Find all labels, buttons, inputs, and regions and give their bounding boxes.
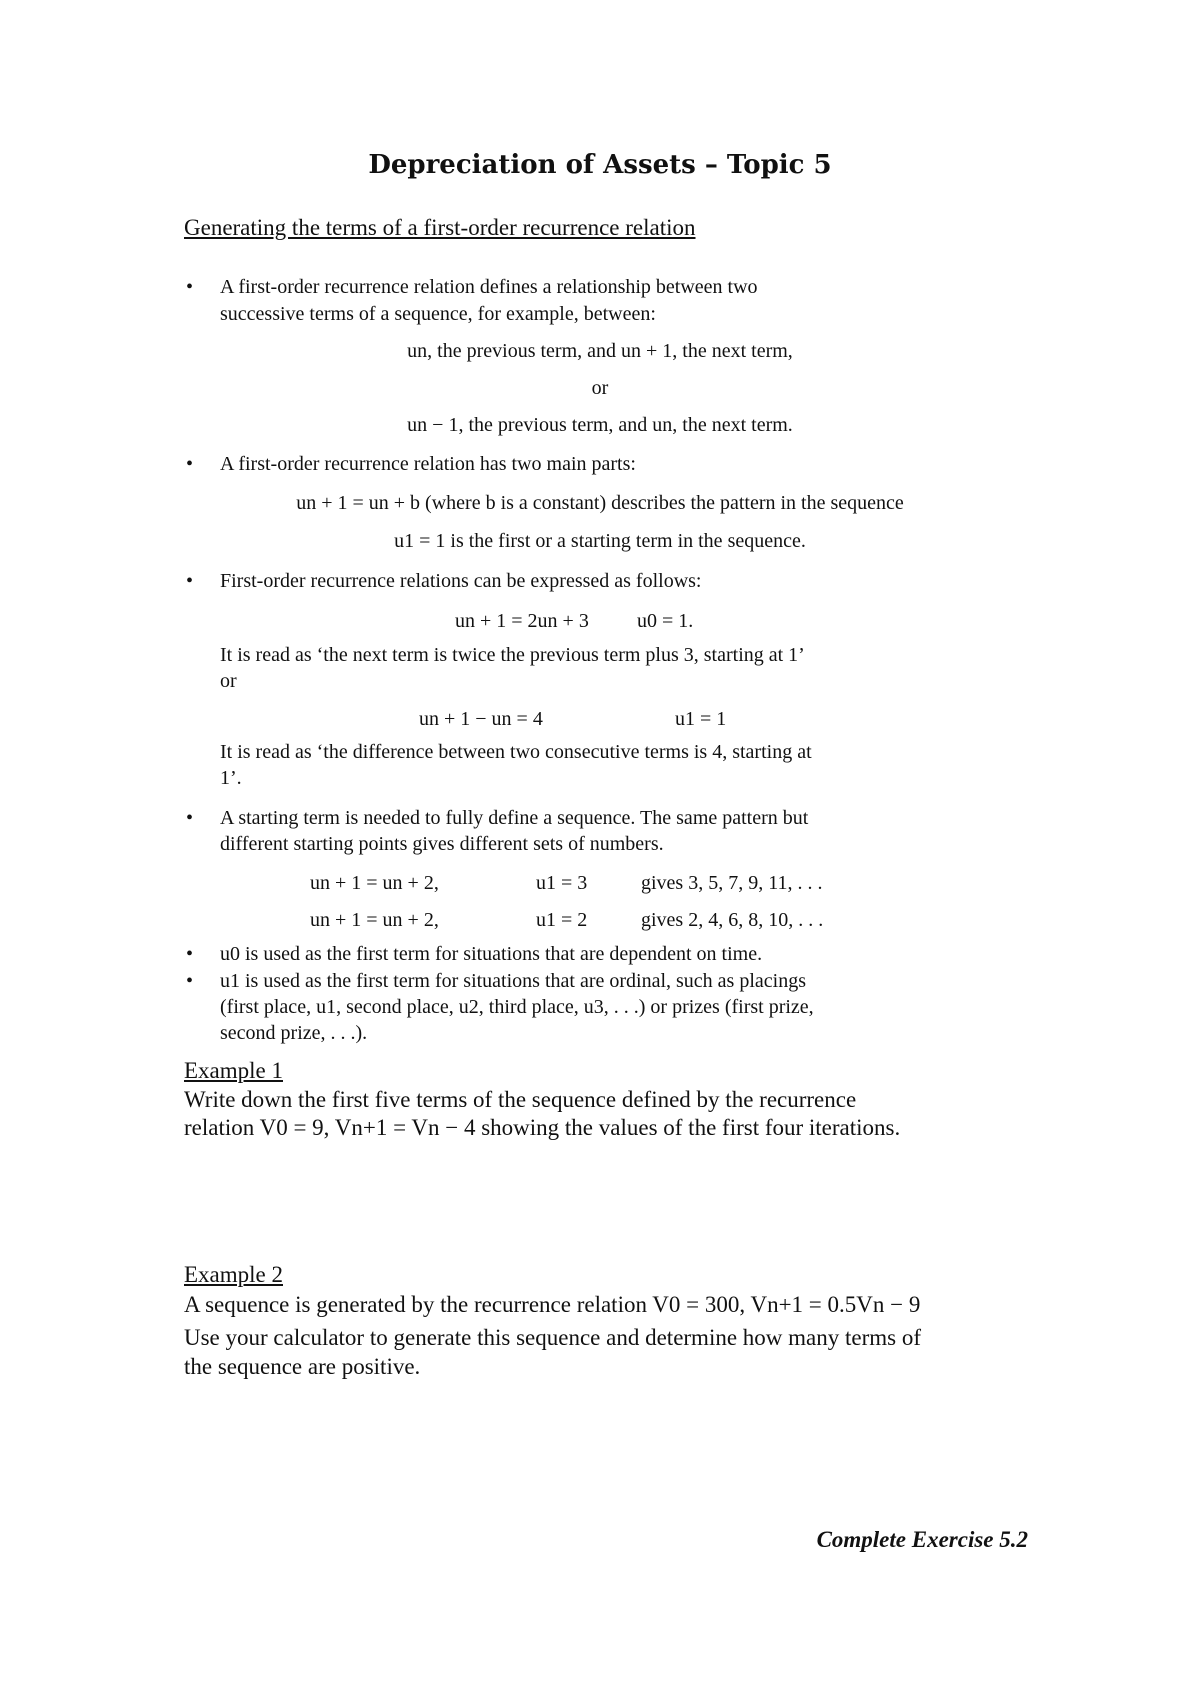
exercise-instruction: Complete Exercise 5.2 [816, 1527, 1028, 1552]
bullet-4-row-2-start: u1 = 2 [536, 909, 588, 931]
bullet-6-line-1: u1 is used as the first term for situations that are ordinal, such as placings [220, 970, 806, 992]
bullet-1-equation-1: un, the previous term, and un + 1, the next term, [407, 340, 793, 362]
bullet-3-equation-1b: u0 = 1. [637, 610, 694, 632]
bullet-2-equation-2: u1 = 1 is the first or a starting term in the sequence. [394, 530, 806, 552]
bullet-marker: • [186, 943, 194, 965]
bullet-3-or: or [220, 670, 237, 692]
bullet-4-row-1-result: gives 3, 5, 7, 9, 11, . . . [641, 872, 823, 894]
example-1-heading: Example 1 [184, 1058, 283, 1083]
bullet-4-line-2: different starting points gives different sets of numbers. [220, 833, 664, 855]
bullet-marker: • [186, 570, 194, 592]
bullet-marker: • [186, 276, 194, 298]
bullet-3-reading-2a: It is read as ‘the difference between two consecutive terms is 4, starting at [220, 741, 812, 763]
bullet-4-row-1-start: u1 = 3 [536, 872, 588, 894]
bullet-3-line-1: First-order recurrence relations can be expressed as follows: [220, 570, 702, 592]
example-2-line-2: Use your calculator to generate this sequence and determine how many terms of [184, 1325, 922, 1350]
page-title: Depreciation of Assets – Topic 5 [368, 150, 832, 180]
bullet-marker: • [186, 453, 194, 475]
bullet-4-row-1-relation: un + 1 = un + 2, [310, 872, 439, 894]
bullet-3-reading-1: It is read as ‘the next term is twice the previous term plus 3, starting at 1’ [220, 644, 805, 666]
bullet-3-equation-2a: un + 1 − un = 4 [419, 708, 543, 730]
example-2-heading: Example 2 [184, 1262, 283, 1287]
bullet-2-line-1: A first-order recurrence relation has two main parts: [220, 453, 636, 475]
example-2-line-1: A sequence is generated by the recurrence relation V0 = 300, Vn+1 = 0.5Vn − 9 [184, 1292, 921, 1317]
bullet-1-or: or [591, 377, 609, 399]
bullet-3-equation-2b: u1 = 1 [675, 708, 727, 730]
bullet-6-line-2: (first place, u1, second place, u2, third place, u3, . . .) or prizes (first prize, [220, 996, 814, 1018]
bullet-4-row-2-result: gives 2, 4, 6, 8, 10, . . . [641, 909, 824, 931]
example-1-line-1: Write down the first five terms of the sequence defined by the recurrence [184, 1087, 857, 1112]
bullet-6-line-3: second prize, . . .). [220, 1022, 368, 1044]
example-2-line-3: the sequence are positive. [184, 1354, 421, 1379]
bullet-1-equation-2: un − 1, the previous term, and un, the next term. [407, 414, 793, 436]
bullet-2-equation-1: un + 1 = un + b (where b is a constant) describes the pattern in the sequence [296, 492, 904, 514]
bullet-3-equation-1a: un + 1 = 2un + 3 [455, 610, 589, 632]
bullet-5-line-1: u0 is used as the first term for situations that are dependent on time. [220, 943, 763, 965]
bullet-4-line-1: A starting term is needed to fully define a sequence. The same pattern but [220, 807, 809, 829]
section-heading: Generating the terms of a first-order recurrence relation [184, 215, 696, 240]
example-1-line-2: relation V0 = 9, Vn+1 = Vn − 4 showing the values of the first four iterations. [184, 1115, 901, 1140]
bullet-1-line-1: A first-order recurrence relation defines a relationship between two [220, 276, 758, 298]
bullet-4-row-2-relation: un + 1 = un + 2, [310, 909, 439, 931]
bullet-1-line-2: successive terms of a sequence, for example, between: [220, 303, 656, 325]
bullet-3-reading-2b: 1’. [220, 767, 242, 789]
bullet-marker: • [186, 970, 194, 992]
bullet-marker: • [186, 807, 194, 829]
